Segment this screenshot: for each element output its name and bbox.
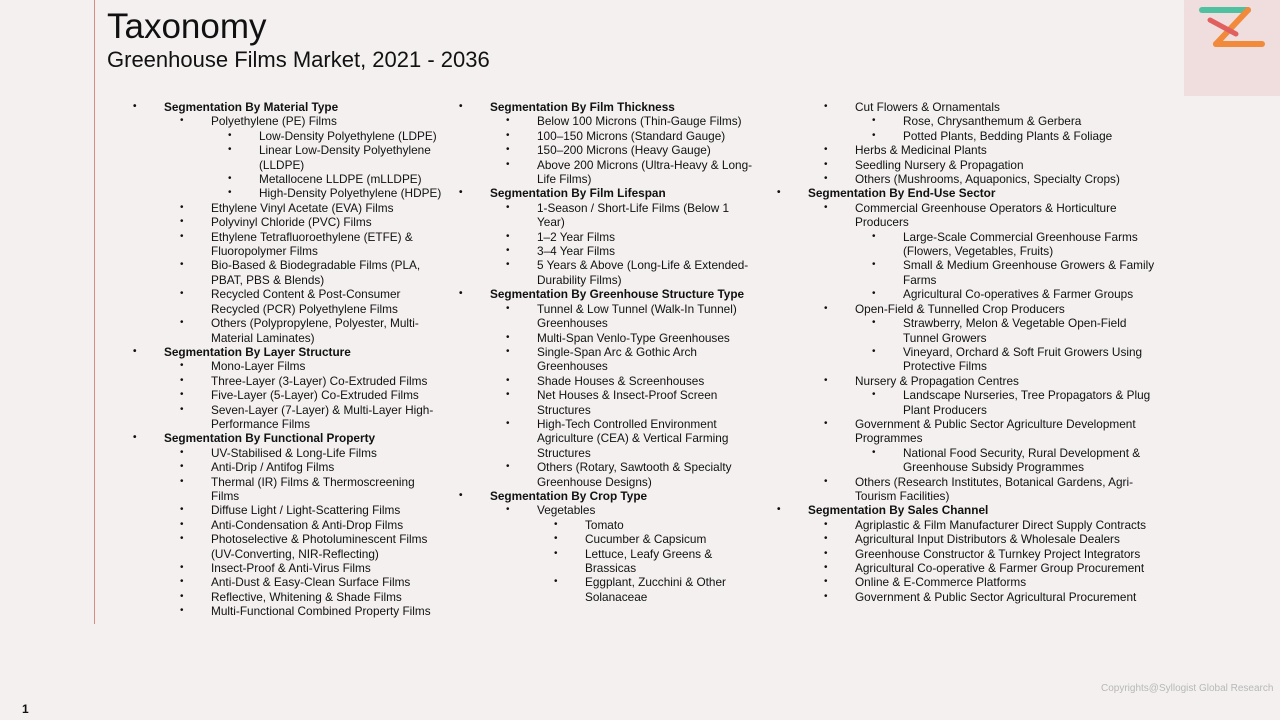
segment-heading bbox=[752, 503, 1162, 517]
list-item-text: 1-Season / Short-Life Films (Below 1 Year) bbox=[537, 200, 730, 230]
list-item bbox=[434, 331, 754, 345]
taxonomy-column-1 bbox=[108, 100, 446, 619]
list-item-text: Herbs & Medicinal Plants bbox=[855, 143, 987, 158]
list-item bbox=[434, 460, 754, 489]
list-item-text: High-Tech Controlled Environment Agriculture (CEA) & Vertical Farming Structures bbox=[537, 416, 729, 460]
list-item-text: Below 100 Microns (Thin-Gauge Films) bbox=[537, 114, 742, 129]
bullet-dot: • bbox=[824, 576, 828, 588]
list-item bbox=[108, 403, 446, 432]
bullet-dot: • bbox=[824, 518, 828, 530]
bullet-dot: • bbox=[180, 576, 184, 588]
list-item bbox=[108, 230, 446, 259]
list-item bbox=[434, 532, 754, 546]
list-item bbox=[108, 186, 446, 200]
bullet-dot: • bbox=[872, 288, 876, 300]
bullet-dot: • bbox=[506, 504, 510, 516]
list-item bbox=[752, 561, 1162, 575]
list-item-text: Insect-Proof & Anti-Virus Films bbox=[211, 561, 371, 575]
list-item bbox=[434, 575, 754, 604]
segment-heading bbox=[108, 431, 446, 445]
bullet-dot: • bbox=[506, 331, 510, 343]
list-item bbox=[752, 114, 1162, 128]
list-item bbox=[434, 345, 754, 374]
list-item bbox=[434, 547, 754, 576]
list-item bbox=[108, 475, 446, 504]
bullet-dot: • bbox=[506, 129, 510, 141]
list-item bbox=[752, 388, 1162, 417]
list-item bbox=[434, 230, 754, 244]
list-item-text: Government & Public Sector Agricultural Procurement bbox=[855, 589, 1137, 604]
list-item-text: Segmentation By Sales Channel bbox=[808, 503, 989, 518]
list-item-text: Cucumber & Capsicum bbox=[585, 532, 707, 547]
list-item-text: Three-Layer (3-Layer) Co-Extruded Films bbox=[211, 373, 428, 388]
bullet-dot: • bbox=[180, 562, 184, 573]
list-item bbox=[108, 503, 446, 517]
list-item bbox=[108, 172, 446, 186]
bullet-dot: • bbox=[180, 403, 184, 415]
list-item-text: Multi-Span Venlo-Type Greenhouses bbox=[537, 330, 730, 345]
segment-heading bbox=[108, 345, 446, 359]
list-item bbox=[108, 590, 446, 604]
list-item bbox=[108, 561, 446, 575]
list-item-text: Agricultural Input Distributors & Wholesale Dealers bbox=[855, 532, 1120, 547]
bullet-dot: • bbox=[180, 504, 184, 516]
list-item-text: Cut Flowers & Ornamentals bbox=[855, 100, 1000, 114]
list-item bbox=[108, 287, 446, 316]
taxonomy-column-2 bbox=[434, 100, 754, 604]
copyright-footer: Copyrights@Syllogist Global Research bbox=[1101, 683, 1274, 694]
list-item-text: Net Houses & Insect-Proof Screen Structures bbox=[537, 388, 718, 417]
list-item-text: Ethylene Tetrafluoroethylene (ETFE) & Fluoropolymer Films bbox=[211, 229, 413, 259]
list-item bbox=[752, 345, 1162, 374]
bullet-dot: • bbox=[180, 475, 184, 487]
accent-divider-line bbox=[94, 0, 95, 624]
list-item-text: Agricultural Co-operatives & Farmer Groups bbox=[903, 287, 1134, 302]
list-item-text: Others (Polypropylene, Polyester, Multi-Material Laminates) bbox=[211, 316, 419, 345]
list-item bbox=[752, 518, 1162, 532]
list-item-text: Segmentation By Crop Type bbox=[490, 488, 648, 503]
list-item bbox=[752, 532, 1162, 546]
bullet-dot: • bbox=[180, 446, 184, 458]
list-item-text: Seedling Nursery & Propagation bbox=[855, 157, 1024, 172]
segment-heading bbox=[434, 100, 754, 114]
list-item bbox=[108, 446, 446, 460]
list-item bbox=[434, 201, 754, 230]
bullet-dot: • bbox=[180, 374, 184, 386]
list-item-text: Reflective, Whitening & Shade Films bbox=[211, 589, 402, 604]
bullet-dot: • bbox=[506, 230, 510, 242]
bullet-dot: • bbox=[777, 504, 781, 516]
list-item-text: Multi-Functional Combined Property Films bbox=[211, 604, 431, 619]
list-item-text: Metallocene LLDPE (mLLDPE) bbox=[259, 172, 422, 187]
list-item bbox=[434, 143, 754, 157]
list-item bbox=[108, 215, 446, 229]
list-item bbox=[108, 532, 446, 561]
bullet-dot: • bbox=[180, 259, 184, 271]
list-item bbox=[108, 388, 446, 402]
list-item-text: Recycled Content & Post-Consumer Recycled (PCR) Polyethylene Films bbox=[211, 287, 401, 316]
page-subtitle: Greenhouse Films Market, 2021 - 2036 bbox=[107, 47, 490, 72]
list-item bbox=[434, 518, 754, 532]
bullet-dot: • bbox=[228, 187, 232, 199]
list-item-text: Large-Scale Commercial Greenhouse Farms (Flowers, Vegetables, Fruits) bbox=[903, 229, 1138, 259]
bullet-dot: • bbox=[180, 461, 184, 473]
bullet-dot: • bbox=[824, 590, 828, 602]
bullet-dot: • bbox=[824, 547, 828, 559]
list-item bbox=[108, 604, 446, 618]
bullet-dot: • bbox=[872, 115, 876, 127]
list-item bbox=[108, 129, 446, 143]
bullet-dot: • bbox=[180, 389, 184, 401]
list-item-text: Polyvinyl Chloride (PVC) Films bbox=[211, 215, 372, 230]
list-item-text: Segmentation By End-Use Sector bbox=[808, 186, 996, 201]
bullet-dot: • bbox=[133, 101, 137, 112]
bullet-dot: • bbox=[506, 115, 510, 127]
list-item bbox=[752, 374, 1162, 388]
bullet-dot: • bbox=[824, 173, 828, 185]
list-item-text: Agricultural Co-operative & Farmer Group Procurement bbox=[855, 561, 1145, 575]
bullet-dot: • bbox=[180, 201, 184, 213]
bullet-dot: • bbox=[506, 345, 510, 357]
list-item bbox=[434, 114, 754, 128]
bullet-dot: • bbox=[506, 158, 510, 170]
list-item bbox=[752, 158, 1162, 172]
list-item-text: Single-Span Arc & Gothic Arch Greenhouses bbox=[537, 344, 697, 374]
list-item bbox=[434, 417, 754, 460]
bullet-dot: • bbox=[872, 345, 876, 357]
bullet-dot: • bbox=[872, 129, 876, 141]
list-item-text: Greenhouse Constructor & Turnkey Project Integrators bbox=[855, 546, 1141, 561]
list-item bbox=[752, 547, 1162, 561]
segment-heading bbox=[434, 489, 754, 503]
list-item-text: Segmentation By Functional Property bbox=[164, 431, 376, 446]
list-item-text: Bio-Based & Biodegradable Films (PLA, PBAT, PBS & Blends) bbox=[211, 258, 421, 287]
list-item-text: Linear Low-Density Polyethylene (LLDPE) bbox=[259, 143, 431, 172]
list-item bbox=[434, 503, 754, 517]
bullet-dot: • bbox=[228, 173, 232, 185]
list-item bbox=[752, 475, 1162, 504]
bullet-dot: • bbox=[872, 259, 876, 271]
list-item bbox=[108, 258, 446, 287]
segment-heading bbox=[434, 287, 754, 301]
bullet-dot: • bbox=[506, 144, 510, 156]
bullet-dot: • bbox=[506, 302, 510, 314]
list-item-text: 5 Years & Above (Long-Life & Extended-Durability Films) bbox=[537, 258, 749, 287]
bullet-dot: • bbox=[506, 461, 510, 473]
list-item-text: Segmentation By Material Type bbox=[164, 100, 339, 114]
list-item-text: Ethylene Vinyl Acetate (EVA) Films bbox=[211, 200, 394, 215]
list-item bbox=[108, 518, 446, 532]
list-item bbox=[434, 388, 754, 417]
syllogist-logo-icon bbox=[1196, 4, 1268, 52]
bullet-dot: • bbox=[228, 129, 232, 141]
list-item-text: Thermal (IR) Films & Thermoscreening Films bbox=[211, 474, 415, 503]
list-item bbox=[752, 417, 1162, 446]
list-item-text: 150–200 Microns (Heavy Gauge) bbox=[537, 143, 711, 158]
bullet-dot: • bbox=[506, 201, 510, 213]
bullet-dot: • bbox=[824, 417, 828, 429]
bullet-dot: • bbox=[872, 230, 876, 242]
list-item-text: Tunnel & Low Tunnel (Walk-In Tunnel) Greenhouses bbox=[537, 301, 737, 331]
logo-panel bbox=[1184, 0, 1280, 96]
segment-heading bbox=[108, 100, 446, 114]
list-item bbox=[108, 575, 446, 589]
segment-heading bbox=[752, 186, 1162, 200]
bullet-dot: • bbox=[506, 245, 510, 257]
list-item-text: Agriplastic & Film Manufacturer Direct Supply Contracts bbox=[855, 517, 1147, 532]
list-item-text: Segmentation By Film Lifespan bbox=[490, 186, 666, 201]
bullet-dot: • bbox=[180, 518, 184, 530]
list-item-text: Others (Research Institutes, Botanical Gardens, Agri-Tourism Facilities) bbox=[855, 474, 1134, 503]
bullet-dot: • bbox=[824, 533, 828, 545]
bullet-dot: • bbox=[824, 562, 828, 573]
bullet-dot: • bbox=[180, 115, 184, 127]
list-item bbox=[752, 302, 1162, 316]
list-item bbox=[752, 590, 1162, 604]
bullet-dot: • bbox=[554, 547, 558, 559]
bullet-dot: • bbox=[180, 288, 184, 300]
list-item bbox=[434, 374, 754, 388]
list-item-text: 100–150 Microns (Standard Gauge) bbox=[537, 128, 726, 143]
bullet-dot: • bbox=[133, 345, 137, 357]
list-item-text: Others (Rotary, Sawtooth & Specialty Greenhouse Designs) bbox=[537, 460, 732, 489]
list-item-text: Photoselective & Photoluminescent Films (UV-Converting, NIR-Reflecting) bbox=[211, 532, 428, 561]
bullet-dot: • bbox=[228, 144, 232, 156]
bullet-dot: • bbox=[506, 259, 510, 271]
bullet-dot: • bbox=[180, 605, 184, 617]
bullet-dot: • bbox=[180, 317, 184, 329]
list-item-text: Lettuce, Leafy Greens & Brassicas bbox=[585, 546, 713, 575]
bullet-dot: • bbox=[459, 187, 463, 199]
list-item-text: Shade Houses & Screenhouses bbox=[537, 373, 705, 388]
list-item bbox=[752, 172, 1162, 186]
list-item-text: Open-Field & Tunnelled Crop Producers bbox=[855, 301, 1065, 316]
list-item bbox=[108, 143, 446, 172]
list-item bbox=[752, 100, 1162, 114]
bullet-dot: • bbox=[506, 417, 510, 429]
list-item-text: Low-Density Polyethylene (LDPE) bbox=[259, 128, 437, 143]
list-item-text: National Food Security, Rural Development & Greenhouse Subsidy Programmes bbox=[903, 445, 1141, 475]
bullet-dot: • bbox=[824, 475, 828, 487]
list-item bbox=[108, 201, 446, 215]
page-number: 1 bbox=[22, 702, 29, 716]
taxonomy-column-3 bbox=[752, 100, 1162, 604]
bullet-dot: • bbox=[824, 201, 828, 213]
list-item-text: Segmentation By Layer Structure bbox=[164, 344, 351, 359]
bullet-dot: • bbox=[180, 533, 184, 545]
segment-heading bbox=[434, 186, 754, 200]
list-item bbox=[752, 258, 1162, 287]
list-item-text: Rose, Chrysanthemum & Gerbera bbox=[903, 114, 1082, 129]
list-item bbox=[108, 114, 446, 128]
bullet-dot: • bbox=[872, 317, 876, 329]
bullet-dot: • bbox=[180, 590, 184, 602]
bullet-dot: • bbox=[824, 302, 828, 314]
list-item-text: Strawberry, Melon & Vegetable Open-Field Tunnel Growers bbox=[903, 316, 1127, 345]
bullet-dot: • bbox=[824, 374, 828, 386]
list-item bbox=[434, 302, 754, 331]
list-item bbox=[752, 287, 1162, 301]
list-item-text: Small & Medium Greenhouse Growers & Family Farms bbox=[903, 258, 1155, 287]
page-title: Taxonomy bbox=[107, 7, 267, 46]
list-item bbox=[752, 575, 1162, 589]
list-item bbox=[108, 359, 446, 373]
list-item-text: Anti-Drip / Antifog Films bbox=[211, 460, 335, 475]
list-item bbox=[752, 446, 1162, 475]
bullet-dot: • bbox=[459, 101, 463, 112]
list-item-text: Commercial Greenhouse Operators & Horticulture Producers bbox=[855, 200, 1117, 230]
list-item-text: 1–2 Year Films bbox=[537, 229, 616, 244]
list-item bbox=[434, 258, 754, 287]
list-item-text: Five-Layer (5-Layer) Co-Extruded Films bbox=[211, 388, 419, 403]
bullet-dot: • bbox=[459, 489, 463, 501]
list-item-text: Government & Public Sector Agriculture Development Programmes bbox=[855, 416, 1136, 446]
bullet-dot: • bbox=[824, 144, 828, 156]
list-item-text: Tomato bbox=[585, 517, 624, 532]
list-item bbox=[434, 129, 754, 143]
bullet-dot: • bbox=[133, 432, 137, 444]
bullet-dot: • bbox=[180, 360, 184, 372]
bullet-dot: • bbox=[506, 389, 510, 401]
list-item bbox=[752, 201, 1162, 230]
list-item bbox=[434, 158, 754, 187]
list-item bbox=[752, 129, 1162, 143]
list-item-text: Vineyard, Orchard & Soft Fruit Growers Using Protective Films bbox=[903, 344, 1143, 374]
list-item-text: Anti-Dust & Easy-Clean Surface Films bbox=[211, 575, 411, 590]
list-item-text: Seven-Layer (7-Layer) & Multi-Layer High-Performance Films bbox=[211, 402, 434, 431]
bullet-dot: • bbox=[180, 230, 184, 242]
bullet-dot: • bbox=[824, 158, 828, 170]
list-item-text: Segmentation By Greenhouse Structure Type bbox=[490, 287, 745, 302]
list-item-text: Landscape Nurseries, Tree Propagators & Plug Plant Producers bbox=[903, 388, 1151, 417]
bullet-dot: • bbox=[180, 216, 184, 228]
bullet-dot: • bbox=[554, 533, 558, 545]
list-item-text: Nursery & Propagation Centres bbox=[855, 373, 1019, 388]
list-item bbox=[108, 374, 446, 388]
list-item-text: Online & E-Commerce Platforms bbox=[855, 575, 1027, 590]
bullet-dot: • bbox=[554, 518, 558, 530]
list-item bbox=[752, 230, 1162, 259]
list-item-text: Vegetables bbox=[537, 503, 596, 518]
list-item bbox=[752, 316, 1162, 345]
bullet-dot: • bbox=[872, 389, 876, 401]
list-item-text: Eggplant, Zucchini & Other Solanaceae bbox=[585, 575, 726, 604]
bullet-dot: • bbox=[554, 576, 558, 588]
bullet-dot: • bbox=[824, 101, 828, 112]
list-item-text: Mono-Layer Films bbox=[211, 359, 306, 374]
list-item-text: Diffuse Light / Light-Scattering Films bbox=[211, 503, 401, 518]
list-item bbox=[108, 460, 446, 474]
list-item-text: High-Density Polyethylene (HDPE) bbox=[259, 186, 442, 201]
list-item bbox=[434, 244, 754, 258]
list-item bbox=[752, 143, 1162, 157]
list-item-text: UV-Stabilised & Long-Life Films bbox=[211, 445, 377, 460]
list-item-text: Segmentation By Film Thickness bbox=[490, 100, 675, 114]
list-item-text: Potted Plants, Bedding Plants & Foliage bbox=[903, 128, 1113, 143]
bullet-dot: • bbox=[459, 288, 463, 300]
list-item-text: Anti-Condensation & Anti-Drop Films bbox=[211, 517, 404, 532]
bullet-dot: • bbox=[506, 374, 510, 386]
bullet-dot: • bbox=[872, 446, 876, 458]
list-item-text: Above 200 Microns (Ultra-Heavy & Long-Life Films) bbox=[537, 157, 753, 187]
list-item bbox=[108, 316, 446, 345]
list-item-text: Polyethylene (PE) Films bbox=[211, 114, 337, 129]
list-item-text: Others (Mushrooms, Aquaponics, Specialty Crops) bbox=[855, 172, 1120, 187]
list-item-text: 3–4 Year Films bbox=[537, 244, 616, 259]
bullet-dot: • bbox=[777, 187, 781, 199]
